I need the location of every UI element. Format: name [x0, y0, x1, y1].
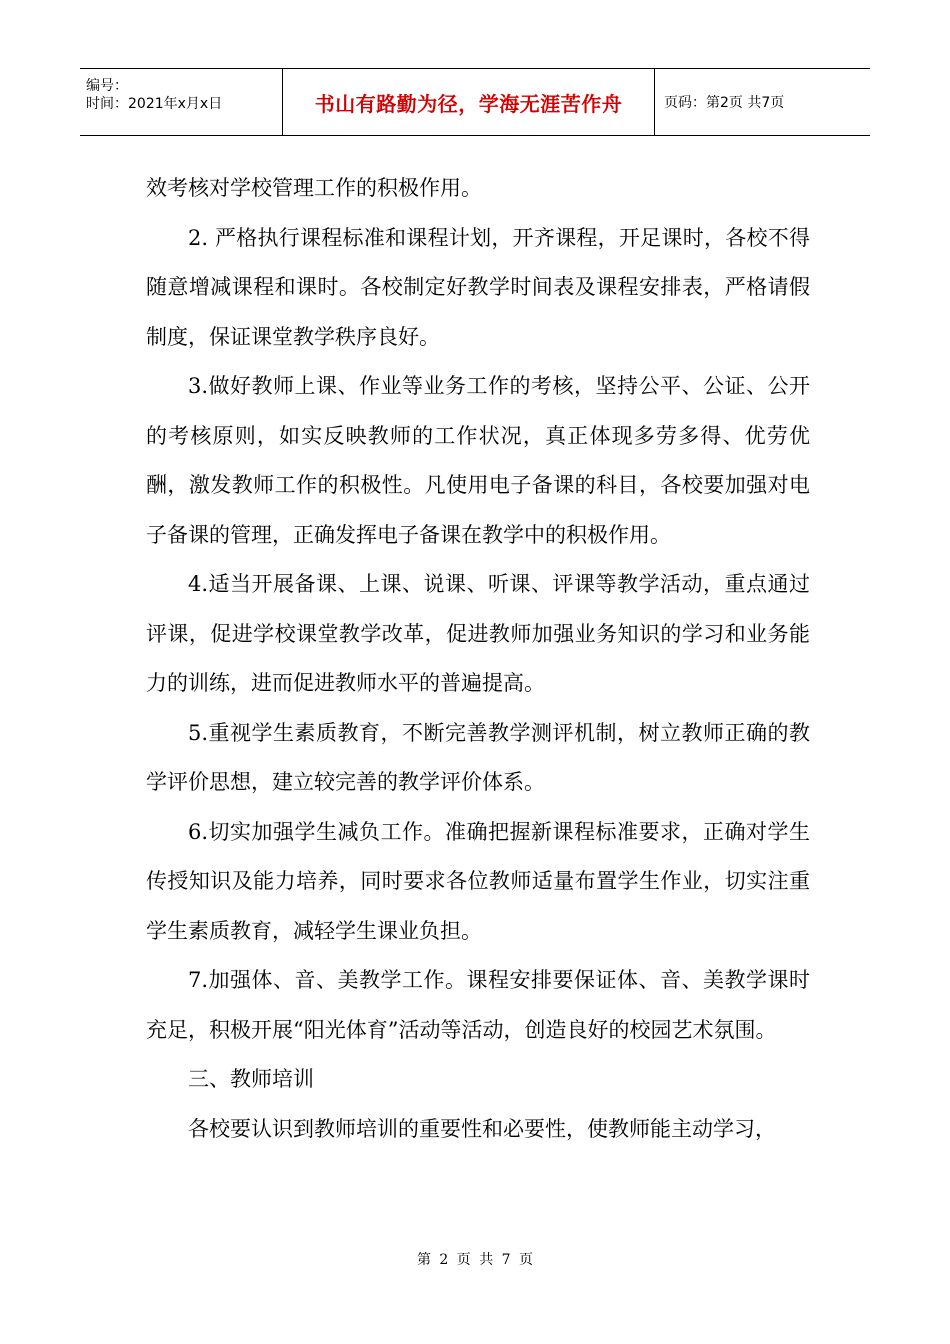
paragraph-item-4: 4.适当开展备课、上课、说课、听课、评课等教学活动，重点通过评课，促进学校课堂教学改革，促进教师加强业务知识的学习和业务能力的训练，进而促进教师水平的普遍提高。 — [146, 572, 810, 695]
paragraph-teacher-training: 各校要认识到教师培训的重要性和必要性，使教师能主动学习， — [188, 1116, 776, 1141]
paragraph-continuation: 效考核对学校管理工作的积极作用。 — [146, 176, 482, 200]
paragraph-item-7: 7.加强体、音、美教学工作。课程安排要保证体、音、美教学课时充足，积极开展“阳光体育”活动等活动，创造良好的校园艺术氛围。 — [146, 968, 810, 1042]
paragraph-item-5: 5.重视学生素质教育，不断完善教学测评机制，树立教师正确的教学评价思想，建立较完善的教学评价体系。 — [146, 720, 810, 794]
date-label: 时间：2021年x月x日 — [86, 96, 223, 112]
serial-number-label: 编号： — [86, 78, 128, 94]
page-header — [80, 68, 870, 136]
header-meta-cell — [80, 69, 283, 135]
page-footer: 第 2 页 共 7 页 — [416, 1252, 534, 1268]
header-page-info: 页码：第2页 共7页 — [664, 95, 785, 111]
section-heading-teacher-training: 三、教师培训 — [188, 1067, 314, 1091]
paragraph-item-6: 6.切实加强学生减负工作。准确把握新课程标准要求，正确对学生传授知识及能力培养，同时要求各位教师适量布置学生作业，切实注重学生素质教育，减轻学生课业负担。 — [146, 819, 810, 943]
header-motto: 书山有路勤为径，学海无涯苦作舟 — [283, 69, 655, 135]
paragraph-item-2: 2. 严格执行课程标准和课程计划，开齐课程，开足课时，各校不得随意增减课程和课时。各校制定好教学时间表及课程安排表，严格请假制度，保证课堂教学秩序良好。 — [146, 225, 810, 349]
paragraph-item-3: 3.做好教师上课、作业等业务工作的考核，坚持公平、公证、公开的考核原则，如实反映教师的工作状况，真正体现多劳多得、优劳优酬，激发教师工作的积极性。凡使用电子备课的科目，各校要加强对电子备课的管理，正确发挥电子备课在教学中的积极作用。 — [146, 374, 810, 547]
document-body — [146, 164, 810, 1154]
